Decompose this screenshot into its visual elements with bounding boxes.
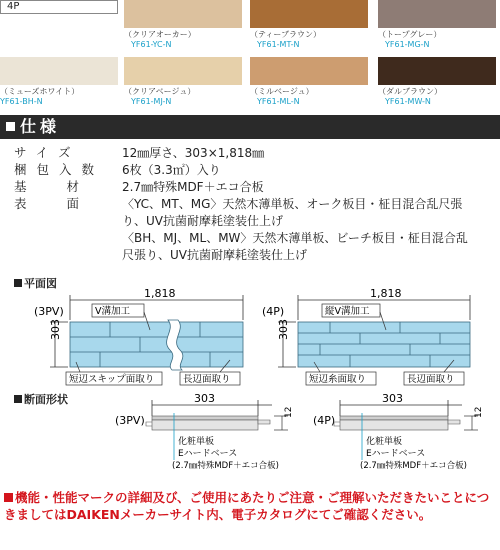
section-left-thick: 12 xyxy=(284,406,294,418)
section-right-width: 303 xyxy=(382,392,403,405)
spec-value-surface-cont: り、UV抗菌耐摩耗塗装仕上げ xyxy=(122,214,283,228)
notice-text xyxy=(4,489,496,523)
plan-right-height: 303 xyxy=(277,319,290,340)
section-left-tag: (3PV) xyxy=(115,414,145,427)
spec-value-surface: 〈YC、MT、MG〉天然木薄単板、オーク板目・柾目混合乱尺張 xyxy=(122,197,463,211)
spec-value-surface-2: 〈BH、MJ、ML、MW〉天然木薄単板、ビーチ板目・柾目混合乱 xyxy=(122,231,468,245)
swatch-name: （クリアベージュ） xyxy=(124,87,196,96)
plan-3pv xyxy=(34,287,243,385)
swatch-name: （ティーブラウン） xyxy=(250,30,321,39)
swatch-code: YF61-MJ-N xyxy=(131,97,172,106)
spec-title: 仕様 xyxy=(20,117,61,136)
swatch-name: （トープグレー） xyxy=(378,30,442,39)
spec-value-base: 2.7㎜特殊MDF＋エコ合板 xyxy=(122,180,264,194)
swatch-name: （ダルブラウン） xyxy=(378,87,442,96)
swatch-code: YF61-ML-N xyxy=(257,97,300,106)
plan-left-width: 1,818 xyxy=(144,287,176,300)
section-right-tag: (4P) xyxy=(313,414,336,427)
plan-left-callout-top: V溝加工 xyxy=(95,306,130,317)
bullet-square-icon xyxy=(4,493,13,502)
plan-right-callout-br: 長辺面取り xyxy=(407,374,455,385)
spec-value-pack: 6枚（3.3㎡）入り xyxy=(122,163,221,177)
plan-right-callout-bl: 短辺糸面取り xyxy=(309,374,367,385)
section-right-thick: 12 xyxy=(474,406,484,418)
swatch-name: （ミューズホワイト） xyxy=(0,87,80,96)
plan-4p xyxy=(262,287,470,385)
swatch-code: YF61-YC-N xyxy=(131,40,172,49)
section-right-layer3: (2.7㎜特殊MDF＋エコ合板) xyxy=(360,461,467,471)
plan-left-height: 303 xyxy=(49,319,62,340)
plan-left-callout-br: 長辺面取り xyxy=(183,374,231,385)
spec-key-size: サイズ xyxy=(14,145,81,160)
section-left-layer1: 化粧単板 xyxy=(178,437,215,447)
section-right-layer1: 化粧単板 xyxy=(366,437,403,447)
swatch-code: YF61-MW-N xyxy=(385,97,431,106)
plan-left-callout-bl: 短辺スキップ面取り xyxy=(69,374,155,385)
board-plan-4p xyxy=(298,322,470,367)
plan-right-width: 1,818 xyxy=(370,287,402,300)
plan-right-tag: (4P) xyxy=(262,305,285,318)
spec-key-base: 基材 xyxy=(14,179,120,194)
section-left-layer2: Eハードベース xyxy=(178,449,238,459)
section-4p xyxy=(313,392,484,471)
swatch-code: YF61-BH-N xyxy=(0,97,43,106)
spec-key-surface: 表面 xyxy=(14,196,120,211)
plan-left-tag: (3PV) xyxy=(34,305,64,318)
variant-tab-4p: 4P xyxy=(0,0,118,14)
section-title-text: 断面形状 xyxy=(24,393,68,406)
plan-title-text: 平面図 xyxy=(24,277,57,290)
plan-right-callout-top: 縦V溝加工 xyxy=(325,306,370,317)
section-left-width: 303 xyxy=(194,392,215,405)
spec-key-pack: 梱包入数 xyxy=(14,162,105,177)
swatch-name: （ミルベージュ） xyxy=(250,87,314,96)
section-right-layer2: Eハードベース xyxy=(366,449,426,459)
swatch-name: （クリアオーカー） xyxy=(124,30,196,39)
board-plan-3pv xyxy=(70,322,243,367)
spec-value-surface-2-cont: 尺張り、UV抗菌耐摩耗塗装仕上げ xyxy=(122,248,307,262)
notice-body: 機能・性能マークの詳細及び、ご使用にあたりご注意・ご理解いただきたいことにつきましてはDAIKENメーカーサイト内、電子カタログにてご確認ください。 xyxy=(4,490,490,522)
section-left-layer3: (2.7㎜特殊MDF＋エコ合板) xyxy=(172,461,279,471)
section-3pv xyxy=(115,392,294,471)
swatch-code: YF61-MG-N xyxy=(385,40,430,49)
spec-value-size: 12㎜厚さ、303×1,818㎜ xyxy=(122,146,265,160)
swatch-code: YF61-MT-N xyxy=(257,40,300,49)
